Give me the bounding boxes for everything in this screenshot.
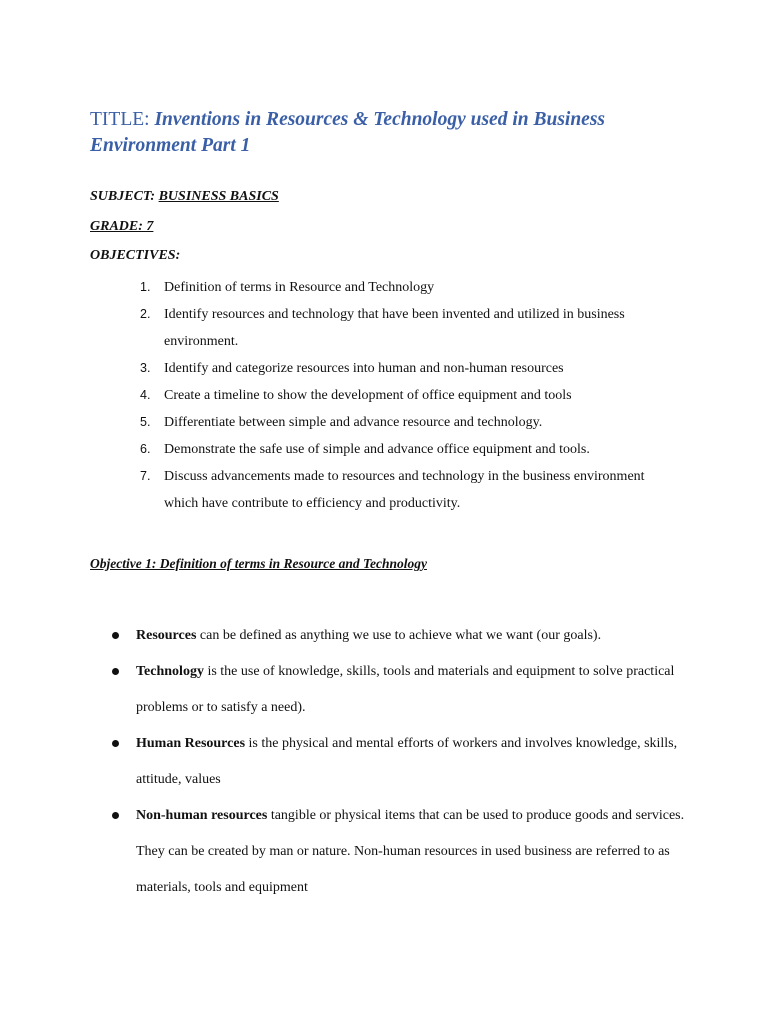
objective-number: 5. [140, 415, 151, 429]
definition-term: Human Resources [136, 736, 246, 751]
objective-text: Discuss advancements made to resources and technology in the business environment which have contribute to efficiency and productivity. [164, 469, 645, 511]
objective-number: 6. [140, 442, 151, 456]
subject-value: BUSINESS BASICS [158, 189, 279, 204]
objective-number: 1. [140, 280, 151, 294]
objective-item [140, 301, 680, 355]
definition-item [112, 798, 692, 906]
objective-number: 7. [140, 469, 151, 483]
title-label: TITLE: [90, 109, 150, 130]
objective-text: Differentiate between simple and advance resource and technology. [164, 415, 543, 430]
definition-item [112, 618, 692, 654]
subject-line [90, 188, 279, 206]
definition-text: is the use of knowledge, skills, tools and materials and equipment to solve practical problems or to satisfy a need). [136, 664, 675, 715]
section-heading: Objective 1: Definition of terms in Resource and Technology [90, 556, 427, 571]
objective-text: Definition of terms in Resource and Technology [164, 280, 435, 295]
grade-line [90, 218, 153, 236]
objective-item [140, 274, 680, 301]
definition-term: Technology [136, 664, 204, 679]
objective-item [140, 463, 680, 517]
definition-text: can be defined as anything we use to achieve what we want (our goals). [196, 628, 602, 643]
bullet-icon [112, 632, 119, 639]
grade-text: GRADE: 7 [90, 219, 154, 234]
objective-item [140, 355, 680, 382]
bullet-icon [112, 740, 119, 747]
definition-term: Non-human resources [136, 808, 268, 823]
title-text: Inventions in Resources & Technology used in Business Environment Part 1 [90, 109, 606, 156]
definition-text: is the physical and mental efforts of workers and involves knowledge, skills, attitude, values [136, 736, 678, 787]
objective-number: 4. [140, 388, 151, 402]
objective-item [140, 382, 680, 409]
objective-text: Demonstrate the safe use of simple and advance office equipment and tools. [164, 442, 590, 457]
definition-item [112, 654, 692, 726]
subject-label: SUBJECT: [90, 189, 156, 204]
definition-item [112, 726, 692, 798]
definitions-list [112, 618, 692, 906]
objective-text: Identify and categorize resources into human and non-human resources [164, 361, 564, 376]
objective-item [140, 409, 680, 436]
objective-number: 2. [140, 307, 151, 321]
definition-term: Resources [136, 628, 197, 643]
document-title [90, 107, 690, 159]
definition-text: tangible or physical items that can be used to produce goods and services. They can be created by man or nature. Non-human resources in used business are referred to as materials, tools and equipment [136, 808, 685, 895]
objective-text: Create a timeline to show the development of office equipment and tools [164, 388, 572, 403]
objectives-heading: OBJECTIVES: [90, 248, 181, 263]
objective-number: 3. [140, 361, 151, 375]
bullet-icon [112, 812, 119, 819]
objective-item [140, 436, 680, 463]
objectives-list [140, 274, 680, 517]
bullet-icon [112, 668, 119, 675]
objective-text: Identify resources and technology that have been invented and utilized in business environment. [164, 307, 625, 349]
